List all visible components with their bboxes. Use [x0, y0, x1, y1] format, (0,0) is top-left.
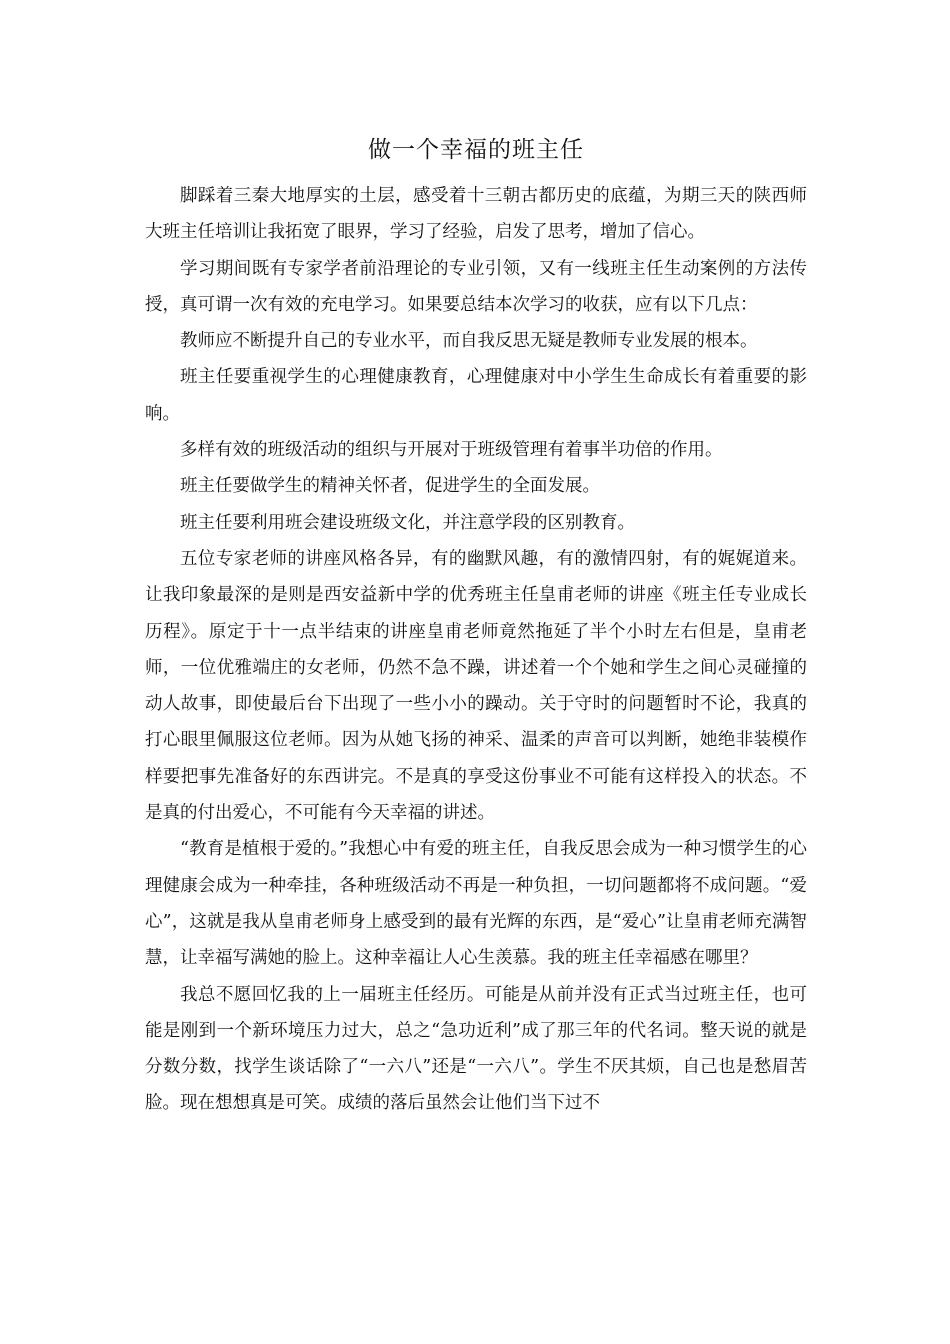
paragraph-intro: 脚踩着三秦大地厚实的土层，感受着十三朝古都历史的底蕴，为期三天的陕西师大班主任培训让我拓宽了眼界，学习了经验，启发了思考，增加了信心。 — [145, 186, 807, 243]
paragraph-lectures: 五位专家老师的讲座风格各异，有的幽默风趣，有的激情四射，有的娓娓道来。让我印象最深的是则是西安益新中学的优秀班主任皇甫老师的讲座《班主任专业成长历程》。原定于十一点半结束的讲座皇甫老师竟然拖延了半个小时左右但是，皇甫老师，一位优雅端庄的女老师，仍然不急不躁，讲述着一个个她和学生之间心灵碰撞的动人故事，即使最后台下出现了一些小小的躁动。关于守时的问题暂时不论，我真的打心眼里佩服这位老师。因为从她飞扬的神采、温柔的声音可以判断，她绝非装模作样要把事先准备好的东西讲完。不是真的享受这份事业不可能有这样投入的状态。不是真的付出爱心，不可能有今天幸福的讲述。 — [145, 548, 807, 824]
document-title: 做一个幸福的班主任 — [368, 137, 584, 163]
paragraph-point-2: 班主任要重视学生的心理健康教育，心理健康对中小学生生命成长有着重要的影响。 — [145, 367, 807, 424]
document-body — [145, 128, 807, 1122]
paragraph-study-summary: 学习期间既有专家学者前沿理论的专业引领，又有一线班主任生动案例的方法传授，真可谓一次有效的充电学习。如果要总结本次学习的收获，应有以下几点： — [145, 258, 807, 315]
paragraph-point-3: 多样有效的班级活动的组织与开展对于班级管理有着事半功倍的作用。 — [180, 440, 723, 461]
paragraph-point-4: 班主任要做学生的精神关怀者，促进学生的全面发展。 — [180, 476, 600, 497]
paragraph-point-1: 教师应不断提升自己的专业水平，而自我反思无疑是教师专业发展的根本。 — [180, 331, 758, 352]
paragraph-reflection: 我总不愿回忆我的上一届班主任经历。可能是从前并没有正式当过班主任，也可能是刚到一个新环境压力过大，总之“急功近利”成了那三年的代名词。整天说的就是分数分数，找学生谈话除了“一六八”还是“一六八”。学生不厌其烦，自己也是愁眉苦脸。现在想想真是可笑。成绩的落后虽然会让他们当下过不 — [145, 984, 807, 1114]
paragraph-point-5: 班主任要利用班会建设班级文化，并注意学段的区别教育。 — [180, 512, 635, 533]
paragraph-love: “教育是植根于爱的。”我想心中有爱的班主任，自我反思会成为一种习惯学生的心理健康会成为一种牵挂，各种班级活动不再是一种负担，一切问题都将不成问题。“爱心”，这就是我从皇甫老师身上感受到的最有光辉的东西，是“爱心”让皇甫老师充满智慧，让幸福写满她的脸上。这种幸福让人心生羡慕。我的班主任幸福感在哪里？ — [145, 839, 807, 969]
